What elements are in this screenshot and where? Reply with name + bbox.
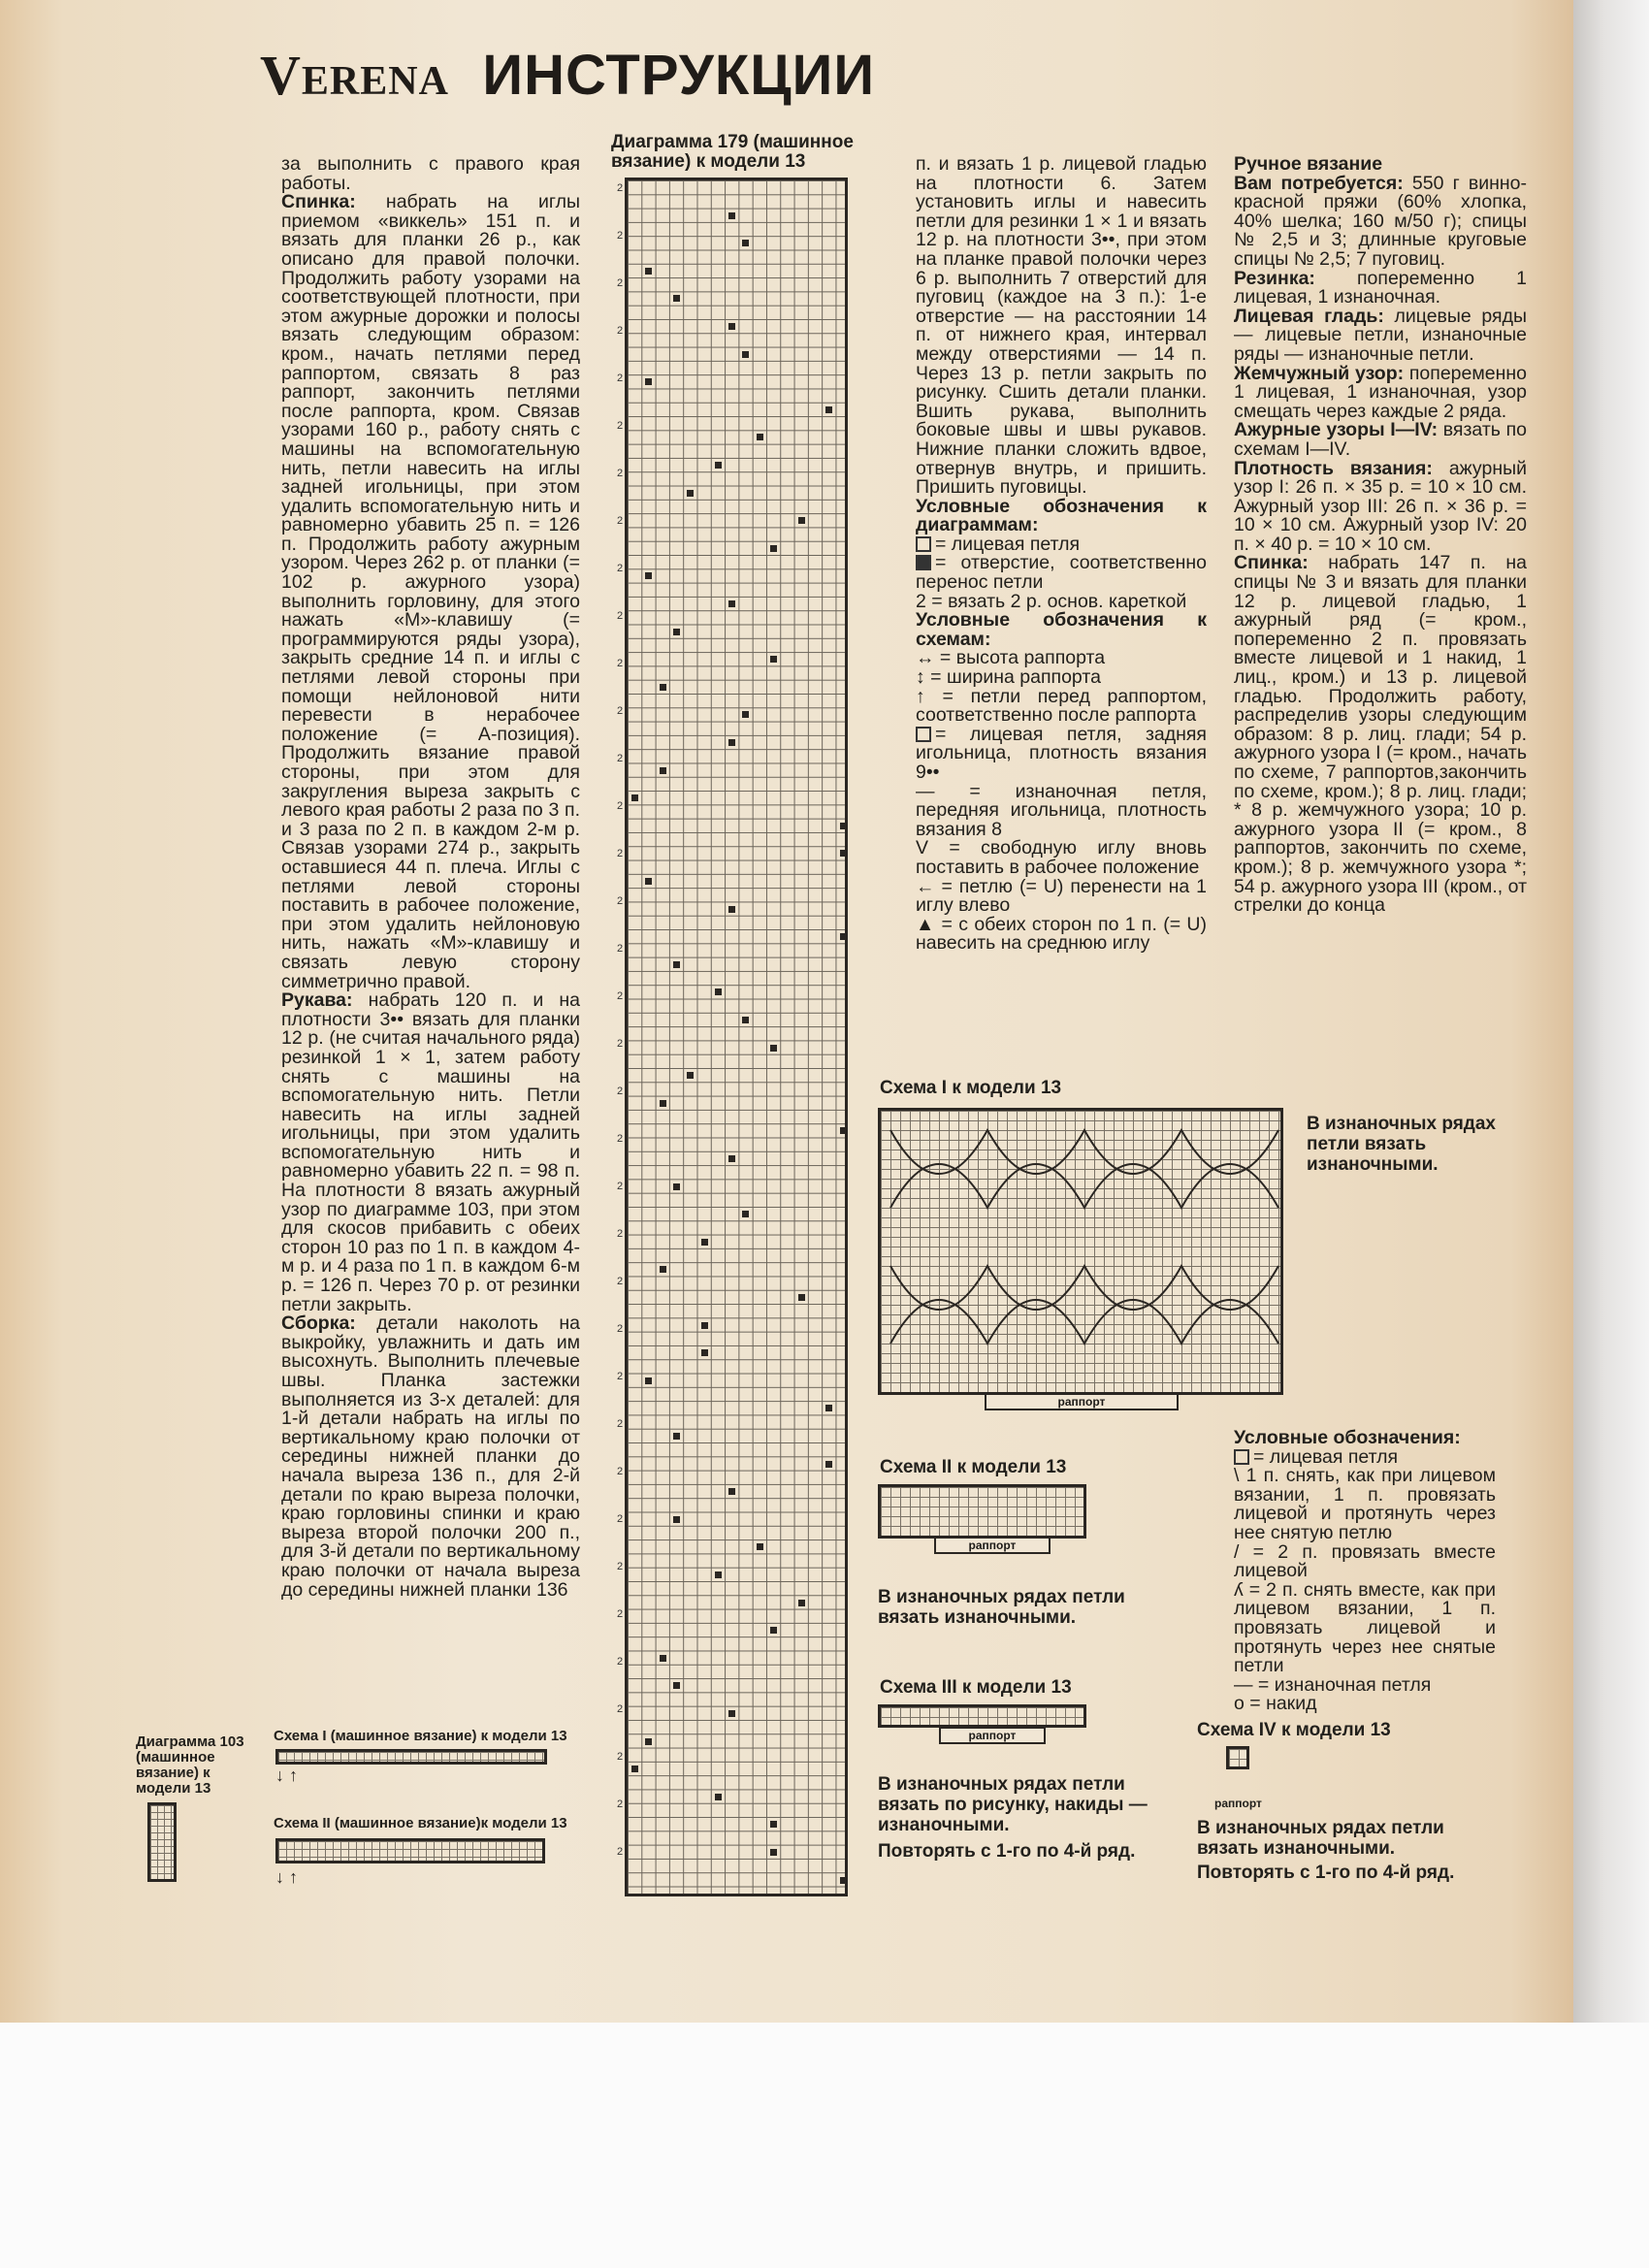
row-label: 2 [617, 1276, 624, 1287]
brand-first-letter: V [260, 44, 302, 107]
eyelet-mark [840, 823, 847, 829]
paragraph-body: набрать на иглы приемом «виккель» 151 п. и вязать для планки 26 р., как описано для правой полочки. Продолжить работу узорами на соответствующей плотности, при этом ажурные дорожки и полосы вязать следующим образом: кром., начать петлями перед раппортом, связать 8 раз раппорт, закончить петлями после раппорта, кром. Связав узорами 160 р., работу снять с машины на вспомогательную нить, петли навесить на иглы задней игольницы, при этом удалить вспомогательную нить и равномерно убавить 25 п. = 126 п. Продолжить работу ажурным узором. Через 262 р. от планки (= 102 р. ажурного узора) выполнить горловину, для этого нажать «М»-клавишу (= программируются ряды узора), закрыть средние 14 п. и иглы с петлями левой стороны при помощи нейлоновой нити перевести в нерабочее положение (= А-позиция). Продолжить вязание правой стороны, при этом для закругления выреза закрыть с левого края работы 2 раза по 3 п. и 3 раза по 2 п. в каждом 2-м р. Связав узорами 274 р., закрыть оставшиеся 44 п. плеча. Иглы с петлями левой стороны поставить в рабочее положение, при этом удалить нейлоновую нить, нажать «М»-клавишу и связать левую сторону симметрично правой. [281, 191, 580, 992]
eyelet-mark [715, 1571, 722, 1578]
legend-item: ▲ = с обеих сторон по 1 п. (= U) навесить на среднюю иглу [916, 913, 1207, 955]
row-label: 2 [617, 1371, 624, 1382]
scheme-4-rapport: раппорт [1214, 1797, 1262, 1810]
eyelet-mark [728, 739, 735, 746]
eyelet-mark [701, 1239, 708, 1246]
eyelet-mark [770, 1849, 777, 1856]
row-label: 2 [617, 1846, 624, 1858]
eyelet-mark [631, 1766, 638, 1772]
eyelet-mark [728, 1488, 735, 1495]
vertical-arrow-icon: ↕ [916, 666, 931, 689]
eyelet-mark [728, 1710, 735, 1717]
scheme-2-rapport: раппорт [934, 1537, 1051, 1554]
section-heading: Ручное вязание [1234, 153, 1383, 175]
section-title: ИНСТРУКЦИИ [482, 44, 876, 107]
dot-arrow-icon: ↑ [916, 685, 943, 707]
legend-item: о = накид [1234, 1693, 1317, 1715]
machine-scheme-1-caption: Схема I (машинное вязание) к модели 13 [274, 1728, 567, 1744]
machine-scheme-2-caption: Схема II (машинное вязание)к модели 13 [274, 1815, 567, 1831]
eyelet-mark [742, 1211, 749, 1217]
eyelet-mark [673, 961, 680, 968]
legend-item: 2 = вязать 2 р. основ. кареткой [916, 590, 1187, 612]
eyelet-mark [645, 378, 652, 385]
eyelet-mark [840, 1877, 847, 1884]
legend-item: ʎ = 2 п. снять вместе, как при лицевом вязании, 1 п. провязать лицевой и протянуть через нее снятые петли [1234, 1578, 1497, 1677]
brand-name: ERENA [301, 59, 449, 104]
legend-item: = лицевая петля [916, 535, 1207, 555]
row-label: 2 [617, 230, 624, 242]
scheme-1-caption: Схема I к модели 13 [880, 1078, 1062, 1098]
paragraph-body: детали наколоть на выкройку, увлажнить и дать им высохнуть. Выполнить плечевые швы. Планка застежки выполняется из 3-х деталей: для 1-й детали набрать на иглы по вертикальному краю полочки от середины нижней планки до начала выреза 136 п., для 2-й детали по краю выреза полочки, краю горловины спинки и краю выреза второй полочки 200 п., для 3-й детали по вертикальному краю полочки от начала выреза до середины нижней планки 136 [281, 1312, 580, 1601]
paragraph-heading: Сборка: [281, 1312, 356, 1335]
eyelet-mark [770, 1627, 777, 1634]
scheme-4-repeat: Повторять с 1-го по 4-й ряд. [1197, 1863, 1455, 1883]
scheme-1-note: В изнаночных рядах петли вязать изнаночными. [1307, 1114, 1496, 1175]
eyelet-mark [770, 1821, 777, 1828]
row-label: 2 [617, 1608, 624, 1620]
eyelet-mark [645, 1738, 652, 1745]
scheme-1-rapport: раппорт [985, 1393, 1179, 1410]
eyelet-mark [840, 1127, 847, 1134]
eyelet-mark [701, 1322, 708, 1329]
eyelet-mark [660, 684, 666, 691]
row-label: 2 [617, 373, 624, 384]
scheme-1-chart [878, 1108, 1283, 1395]
row-label: 2 [617, 990, 624, 1002]
height-arrows-icon: ↓ ↑ [275, 1867, 299, 1887]
eyelet-mark [742, 351, 749, 358]
eyelet-mark [673, 1183, 680, 1190]
text-column-4: Ручное вязание Вам потребуется: 550 г винно-красной пряжи (60% хлопка, 40% шелка; 160 м/50 г); спицы № 2,5 и 3; длинные круговые спицы № 2,5; 7 пуговиц. Резинка: попеременно 1 лицевая, 1 изнаночная. Лицевая гладь: лицевые ряды — лицевые петли, изнаночные ряды — изнаночные петли. Жемчужный узор: попеременно 1 лицевая, 1 изнаночная, узор смещать через каждые 2 ряда. Ажурные узоры I—IV: вязать по схемам I—IV. Плотность вязания: ажурный узор I: 26 п. × 35 р. = 10 × 10 см. Ажурный узор III: 26 п. × 36 р. = 10 × 10 см. Ажурный узор IV: 20 п. × 40 р. = 10 × 10 см. Спинка: набрать 147 п. на спицы № 3 и вязать для планки 12 р. лицевой гладью, 1 ажурный ряд (= кром., попеременно 2 п. провязать вместе лицевой и 1 накид, 1 лиц., кром.) и 13 р. лицевой гладью. Продолжить работу, распределив узоры следующим образом: 8 р. лиц. глади; 54 р. ажурного узора I (= кром., начать по схеме, 7 раппортов,закончить по схеме, кром.); 8 р. лиц. глади; * 8 р. жемчужного узора; 10 р. ажурного узора II (= кром., 8 раппортов, закончить по схеме, кром.); 8 р. жемчужного узора *; 54 р. ажурного узора III (кром., от стрелки до конца [1234, 153, 1527, 917]
paragraph-assembly [281, 1314, 580, 1600]
row-label: 2 [617, 800, 624, 812]
row-label: 2 [617, 468, 624, 479]
eyelet-mark [757, 434, 763, 440]
paragraph: п. и вязать 1 р. лицевой гладью на плотности 6. Затем установить иглы и навесить петли для резинки 1 × 1 и вязать 12 р. на плотности 3••, при этом на планке правой полочки через 6 р. выполнить 7 отверстий для пуговиц (каждое на 3 п.): 1-е отверстие — на расстоянии 14 п. от нижнего края, интервал между отверстиями — 14 п. Через 13 р. петли закрыть по рисунку. Сшить детали планки. Вшить рукава, выполнить боковые швы и швы рукавов. Нижние планки сложить вдвое, отвернув внутрь, и пришить. Пришить пуговицы. [916, 153, 1207, 499]
eyelet-mark [687, 490, 694, 497]
eyelet-icon [916, 555, 931, 570]
scheme-4-caption: Схема IV к модели 13 [1197, 1720, 1391, 1740]
eyelet-mark [770, 545, 777, 552]
legend-item: ↕ = ширина раппорта [916, 666, 1101, 689]
page-title [260, 41, 875, 110]
legend-item: — = изнаночная петля [1234, 1673, 1432, 1696]
legend-item: / = 2 п. провязать вместе лицевой [1234, 1540, 1496, 1582]
row-label: 2 [617, 1561, 624, 1572]
legend-item: — = изнаночная петля, передняя игольница, плотность вязания 8 [916, 780, 1207, 840]
scheme-3-rapport: раппорт [939, 1727, 1046, 1744]
row-label: 2 [617, 658, 624, 669]
eyelet-mark [645, 1377, 652, 1384]
eyelet-mark [770, 1045, 777, 1052]
row-label: 2 [617, 610, 624, 622]
paragraph-heading: Рукава: [281, 989, 353, 1012]
eyelet-mark [687, 1072, 694, 1079]
legend-item: ← = петлю (= U) перенести на 1 иглу влево [916, 875, 1207, 917]
legend-item: = лицевая петля [1234, 1448, 1496, 1468]
eyelet-mark [728, 323, 735, 330]
eyelet-mark [728, 1155, 735, 1162]
row-label: 2 [617, 1038, 624, 1050]
eyelet-mark [840, 850, 847, 857]
knit-stitch-icon [916, 727, 931, 742]
row-label: 2 [617, 943, 624, 955]
eyelet-mark [840, 933, 847, 940]
legend-item: ↑ = петли перед раппортом, соответственно после раппорта [916, 685, 1208, 727]
paragraph: за выполнить с правого края работы. [281, 153, 580, 194]
scheme-3-note: В изнаночных рядах петли вязать по рисунку, накиды — изнаночными. [878, 1774, 1148, 1835]
legend-item: \ 1 п. снять, как при лицевом вязании, 1 п. провязать лицевой и протянуть через нее снятую петлю [1234, 1465, 1496, 1543]
paragraph-body: набрать 120 п. и на плотности 3•• вязать для планки 12 р. (не считая начального ряда) резинкой 1 × 1, затем работу снять с машины на вспомогательную нить. Петли навесить на иглы задней игольницы, при этом удалить вспомогательную нить и равномерно убавить 22 п. = 98 п. На плотности 8 вязать ажурный узор по диаграмме 103, при этом для скосов прибавить с обеих сторон 10 раз по 1 п. в каждом 4-м р. и 4 раза по 1 п. в каждом 6-м р. = 126 п. Через 70 р. от резинки петли закрыть. [281, 989, 580, 1315]
eyelet-mark [728, 212, 735, 219]
scheme-4-chart [1226, 1746, 1249, 1769]
row-label: 2 [617, 420, 624, 432]
scheme-3-repeat: Повторять с 1-го по 4-й ряд. [878, 1841, 1136, 1862]
eyelet-mark [798, 517, 805, 524]
eyelet-mark [660, 1266, 666, 1273]
row-label: 2 [617, 325, 624, 337]
scheme-1-pattern [881, 1111, 1280, 1392]
row-label: 2 [617, 563, 624, 574]
eyelet-mark [825, 1461, 832, 1468]
text-column-1 [281, 155, 580, 1600]
scheme-2-caption: Схема II к модели 13 [880, 1457, 1067, 1477]
eyelet-mark [757, 1543, 763, 1550]
scheme-3-chart [878, 1704, 1086, 1728]
eyelet-mark [631, 794, 638, 801]
row-label: 2 [617, 895, 624, 907]
eyelet-mark [728, 600, 735, 607]
eyelet-mark [798, 1600, 805, 1606]
eyelet-mark [660, 767, 666, 774]
eyelet-mark [645, 572, 652, 579]
row-label: 2 [617, 1323, 624, 1335]
row-label: 2 [617, 1466, 624, 1477]
row-label: 2 [617, 182, 624, 194]
diagram-179-grid [625, 178, 848, 1896]
row-label: 2 [617, 1181, 624, 1192]
diagram-103-grid [147, 1802, 177, 1882]
scheme-2-chart [878, 1484, 1086, 1539]
legend-item: V = свободную иглу вновь поставить в рабочее положение [916, 837, 1207, 878]
scan-background [0, 2023, 1649, 2268]
eyelet-mark [645, 268, 652, 275]
eyelet-mark [701, 1349, 708, 1356]
row-label: 2 [617, 848, 624, 859]
double-arrow-icon: ↔ [916, 647, 940, 669]
eyelet-mark [825, 406, 832, 413]
row-label: 2 [617, 1228, 624, 1240]
eyelet-mark [715, 988, 722, 995]
scheme-4-note: В изнаночных рядах петли вязать изнаночными. [1197, 1818, 1444, 1859]
row-label: 2 [617, 277, 624, 289]
double-decrease-icon: ʎ [1234, 1578, 1249, 1601]
row-label: 2 [617, 1656, 624, 1668]
row-label: 2 [617, 515, 624, 527]
row-label: 2 [617, 705, 624, 717]
text-column-3 [916, 155, 1207, 954]
eyelet-mark [770, 656, 777, 663]
eyelet-mark [673, 1433, 680, 1440]
knit-stitch-icon [916, 536, 931, 552]
row-label: 2 [617, 1513, 624, 1525]
hand-legend [1234, 1429, 1496, 1714]
knit-stitch-icon [1234, 1449, 1249, 1465]
height-arrows-icon: ↓ ↑ [275, 1766, 299, 1785]
eyelet-mark [742, 1017, 749, 1023]
scan-margin [1573, 0, 1649, 2023]
row-label: 2 [617, 1798, 624, 1810]
legend-heading: Условные обозначения к схемам: [916, 609, 1207, 650]
row-label: 2 [617, 1418, 624, 1430]
scheme-3-caption: Схема III к модели 13 [880, 1677, 1072, 1698]
machine-scheme-2-chart [275, 1838, 545, 1863]
diagram-179-caption: Диаграмма 179 (машинное вязание) к модели 13 [611, 132, 854, 172]
eyelet-mark [673, 295, 680, 302]
eyelet-mark [660, 1655, 666, 1662]
legend-heading: Условные обозначения: [1234, 1427, 1461, 1448]
eyelet-mark [715, 1794, 722, 1800]
left-slant-icon: \ [1234, 1465, 1246, 1487]
eyelet-mark [660, 1100, 666, 1107]
diagram-103-caption: Диаграмма 103 (машинное вязание) к модели 13 [136, 1733, 244, 1797]
legend-heading: Условные обозначения к диаграммам: [916, 495, 1207, 536]
eyelet-mark [798, 1294, 805, 1301]
right-slant-icon: / [1234, 1540, 1253, 1563]
machine-scheme-1-chart [275, 1749, 547, 1765]
eyelet-mark [825, 1405, 832, 1411]
row-label: 2 [617, 753, 624, 764]
legend-item: = отверстие, соответственно перенос петли [916, 552, 1207, 594]
legend-item: = лицевая петля, задняя игольница, плотность вязания 9•• [916, 723, 1207, 783]
eyelet-mark [673, 1682, 680, 1689]
row-label: 2 [617, 1085, 624, 1097]
scheme-2-note: В изнаночных рядах петли вязать изнаночными. [878, 1587, 1125, 1628]
eyelet-mark [673, 629, 680, 635]
row-label: 2 [617, 1133, 624, 1145]
eyelet-mark [728, 906, 735, 913]
legend-item: ↔ = высота раппорта [916, 647, 1106, 669]
paragraph-sleeves [281, 991, 580, 1314]
eyelet-mark [645, 878, 652, 885]
row-label: 2 [617, 1751, 624, 1763]
paragraph-back [281, 193, 580, 991]
paragraph-heading: Спинка: [281, 191, 356, 213]
eyelet-mark [742, 711, 749, 718]
eyelet-mark [715, 462, 722, 469]
eyelet-mark [673, 1516, 680, 1523]
eyelet-mark [742, 240, 749, 246]
row-label: 2 [617, 1703, 624, 1715]
